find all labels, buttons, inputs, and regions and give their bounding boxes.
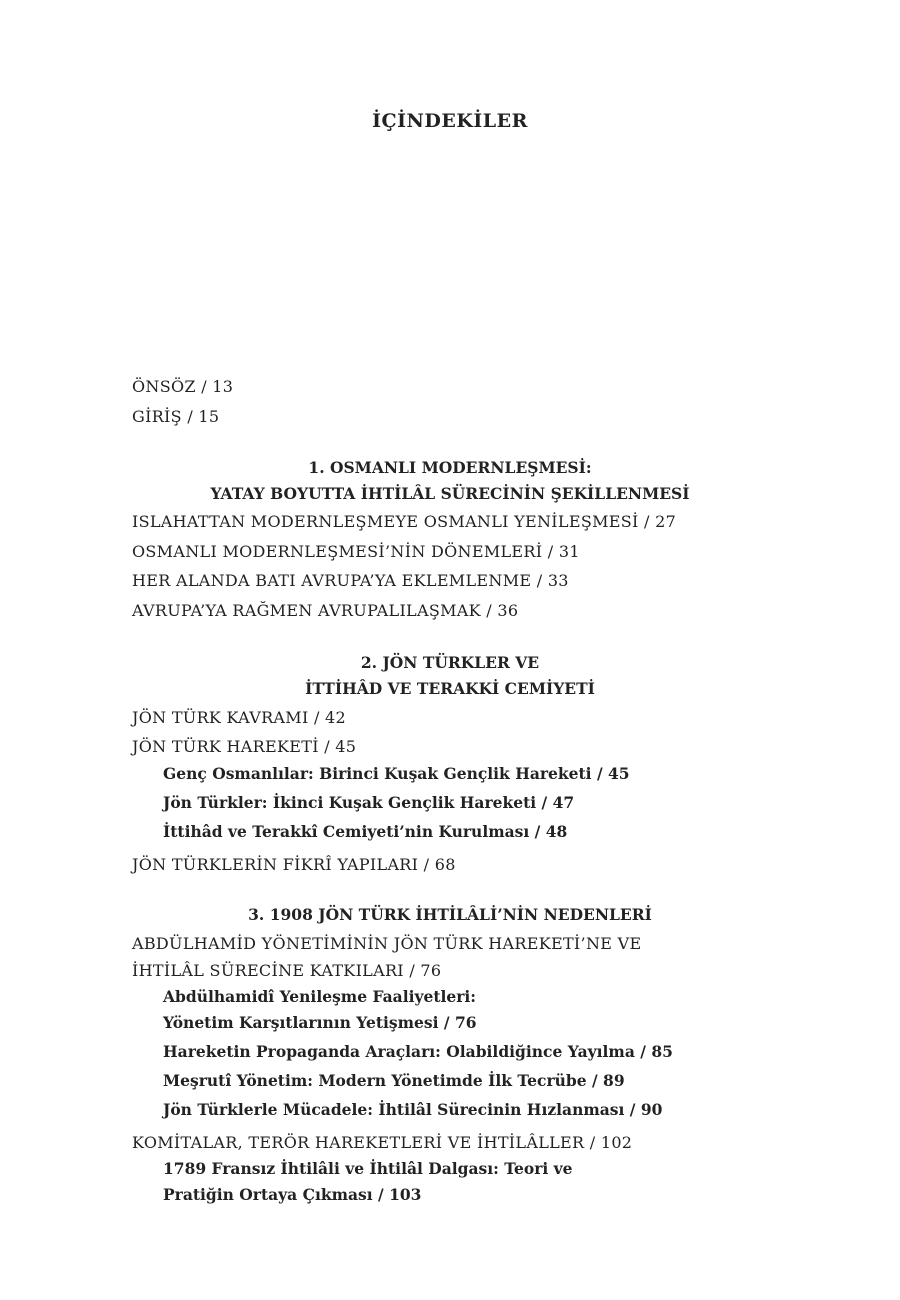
toc-subentry[interactable]: Hareketin Propaganda Araçları: Olabildiğince Yayılma / 85	[163, 1042, 673, 1061]
chapter-2-heading-line2[interactable]: İTTİHÂD VE TERAKKİ CEMİYETİ	[305, 679, 595, 698]
toc-subentry-line2[interactable]: Pratiğin Ortaya Çıkması / 103	[163, 1185, 422, 1204]
toc-entry-line2[interactable]: İHTİLÂL SÜRECİNE KATKILARI / 76	[132, 961, 442, 980]
toc-entry[interactable]: JÖN TÜRK HAREKETİ / 45	[132, 737, 357, 756]
chapter-3-heading[interactable]: 3. 1908 JÖN TÜRK İHTİLÂLİ’NİN NEDENLERİ	[248, 905, 652, 924]
toc-subentry[interactable]: Meşrutî Yönetim: Modern Yönetimde İlk Tecrübe / 89	[163, 1071, 625, 1090]
toc-entry[interactable]: AVRUPA’YA RAĞMEN AVRUPALILAŞMAK / 36	[132, 601, 519, 620]
toc-subentry[interactable]: Jön Türklerle Mücadele: İhtilâl Sürecinin Hızlanması / 90	[163, 1100, 663, 1119]
chapter-1-heading-line2[interactable]: YATAY BOYUTTA İHTİLÂL SÜRECİNİN ŞEKİLLENMESİ	[210, 484, 690, 503]
toc-entry[interactable]: HER ALANDA BATI AVRUPA’YA EKLEMLENME / 33	[132, 571, 569, 590]
toc-subentry-line2[interactable]: Yönetim Karşıtlarının Yetişmesi / 76	[163, 1013, 477, 1032]
toc-entry-giris[interactable]: GİRİŞ / 15	[132, 407, 220, 426]
toc-subentry[interactable]: Jön Türkler: İkinci Kuşak Gençlik Hareketi / 47	[163, 793, 575, 812]
toc-subentry[interactable]: İttihâd ve Terakkî Cemiyeti’nin Kurulması / 48	[163, 822, 568, 841]
toc-entry[interactable]: ISLAHATTAN MODERNLEŞMEYE OSMANLI YENİLEŞMESİ / 27	[132, 512, 677, 531]
chapter-1-heading-line1[interactable]: 1. OSMANLI MODERNLEŞMESİ:	[308, 458, 592, 477]
toc-entry[interactable]: JÖN TÜRK KAVRAMI / 42	[132, 708, 347, 727]
page-title: İÇİNDEKİLER	[372, 110, 528, 132]
chapter-2-heading-line1[interactable]: 2. JÖN TÜRKLER VE	[360, 653, 540, 672]
toc-entry[interactable]: KOMİTALAR, TERÖR HAREKETLERİ VE İHTİLÂLLER / 102	[132, 1133, 633, 1152]
toc-entry-onsoz[interactable]: ÖNSÖZ / 13	[132, 377, 234, 396]
toc-subentry[interactable]: Genç Osmanlılar: Birinci Kuşak Gençlik Hareketi / 45	[163, 764, 630, 783]
toc-subentry-line1[interactable]: 1789 Fransız İhtilâli ve İhtilâl Dalgası: Teori ve	[163, 1159, 573, 1178]
toc-entry-line1[interactable]: ABDÜLHAMİD YÖNETİMİNİN JÖN TÜRK HAREKETİ’NE VE	[132, 934, 642, 953]
toc-entry[interactable]: OSMANLI MODERNLEŞMESİ’NİN DÖNEMLERİ / 31	[132, 542, 580, 561]
toc-entry[interactable]: JÖN TÜRKLERİN FİKRÎ YAPILARI / 68	[132, 855, 456, 874]
toc-subentry-line1[interactable]: Abdülhamidî Yenileşme Faaliyetleri:	[163, 987, 477, 1006]
